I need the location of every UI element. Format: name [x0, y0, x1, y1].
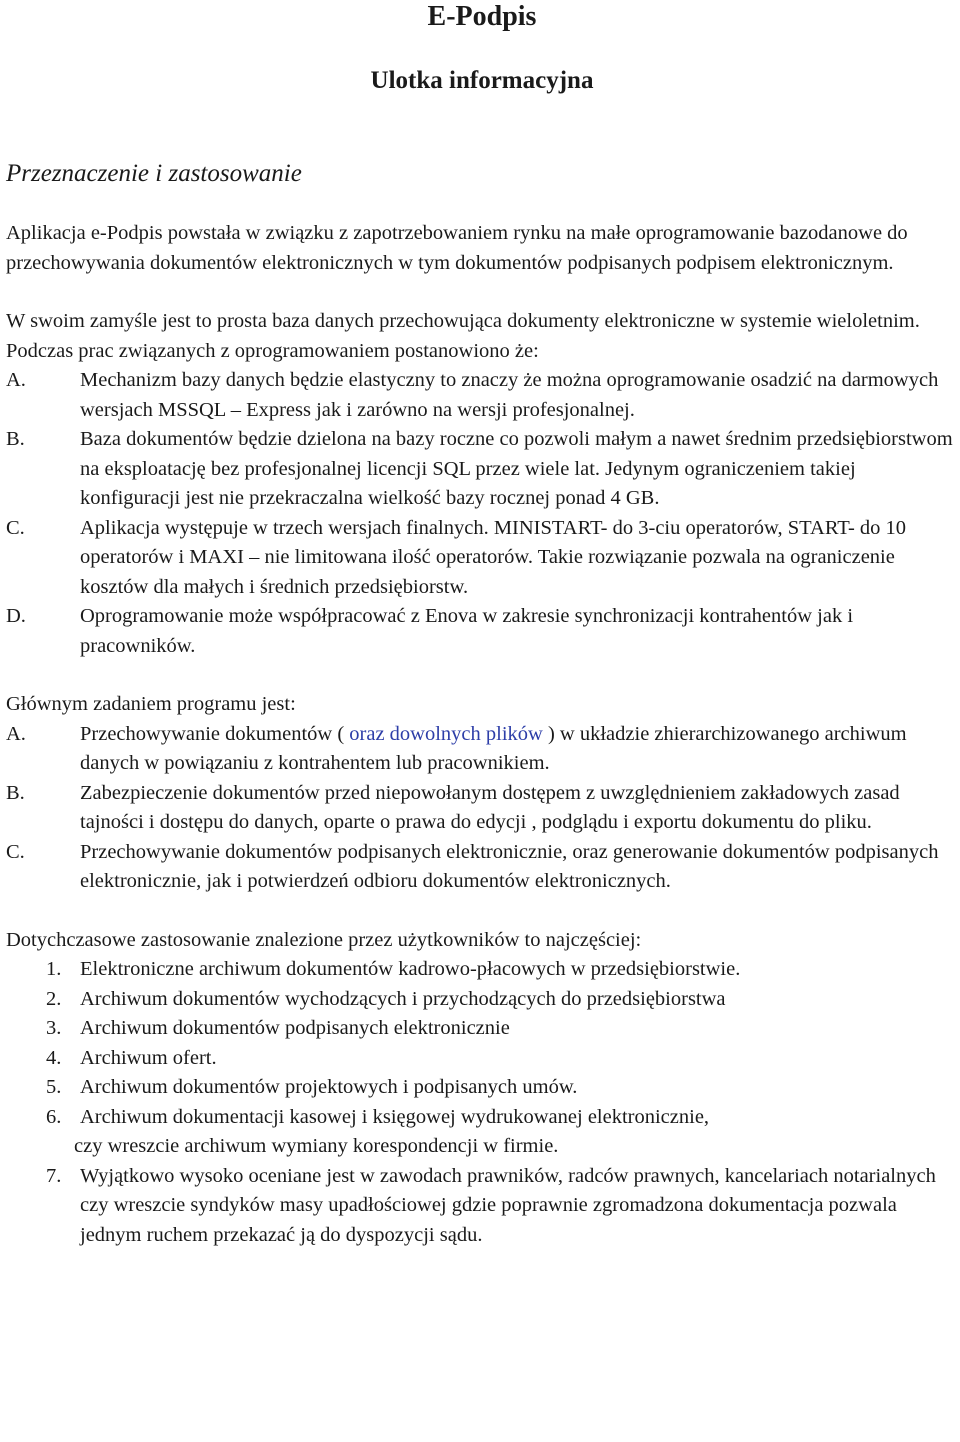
list-item	[6, 779, 960, 838]
assumptions-list	[6, 366, 960, 661]
list-item	[6, 985, 960, 1015]
list-text: Wyjątkowo wysoko oceniane jest w zawodach prawników, radców prawnych, kancelariach notarialnych czy wreszcie syndyków masy upadłościowej gdzie poprawnie zgromadzona dokumentacja pozwala jednym ruchem przekazać ją do dyspozycji sądu.	[80, 1164, 936, 1246]
list-text: Przechowywanie dokumentów podpisanych elektronicznie, oraz generowanie dokumentów podpisanych elektronicznie, jak i potwierdzeń odbioru dokumentów elektronicznych.	[80, 840, 939, 892]
list-text	[80, 720, 960, 779]
section-heading: Przeznaczenie i zastosowanie	[6, 160, 302, 187]
list-item	[6, 1103, 960, 1133]
list-item	[6, 838, 960, 897]
list-item	[6, 366, 960, 425]
list-text: Elektroniczne archiwum dokumentów kadrowo-płacowych w przedsiębiorstwie.	[80, 958, 741, 980]
list-text-part: Przechowywanie dokumentów (	[80, 722, 350, 745]
list-item	[6, 425, 960, 514]
usage-list	[6, 955, 960, 1250]
list-label: C.	[6, 840, 25, 863]
list-number: 7.	[46, 1164, 62, 1187]
list-number: 2.	[46, 987, 62, 1010]
list-text: Baza dokumentów będzie dzielona na bazy roczne co pozwoli małym a nawet średnim przedsiębiorstwom na eksploatację bez profesjonalnej licencji SQL przez wiele lat. Jedynym ograniczeniem takiej konfiguracji jest nie przekraczalna wielkość bazy rocznej ponad 4 GB.	[80, 428, 953, 509]
list-number: 6.	[46, 1105, 62, 1128]
list-text: Aplikacja występuje w trzech wersjach finalnych. MINISTART- do 3-ciu operatorów, START- do 10 operatorów i MAXI – nie limitowana ilość operatorów. Takie rozwiązanie pozwala na ograniczenie kosztów dla małych i średnich przedsiębiorstw.	[80, 516, 907, 598]
list-text: Mechanizm bazy danych będzie elastyczny to znaczy że można oprogramowanie osadzić na darmowych wersjach MSSQL – Express jak i zarówno na wersji profesjonalnej.	[80, 369, 939, 421]
highlight-text: oraz dowolnych plików	[349, 722, 543, 745]
list-label: C.	[6, 516, 25, 539]
document-subtitle: Ulotka informacyjna	[370, 67, 594, 94]
list-item	[6, 602, 960, 661]
list-label: B.	[6, 781, 25, 804]
list-item	[6, 720, 960, 779]
list-text: Archiwum ofert.	[80, 1046, 217, 1069]
list-text: Archiwum dokumentów podpisanych elektronicznie	[80, 1017, 510, 1039]
list-text-part: ) w układzie zhierarchizowanego archiwum danych w powiązaniu z kontrahentem lub pracownikiem.	[80, 722, 907, 774]
list-item	[6, 1073, 960, 1103]
list-number: 4.	[46, 1046, 62, 1069]
list-label: A.	[6, 722, 26, 745]
list-item	[6, 955, 960, 985]
document-body	[6, 219, 960, 1250]
assumptions-paragraph: W swoim zamyśle jest to prosta baza danych przechowująca dokumenty elektroniczne w systemie wieloletnim. Podczas prac związanych z oprogramowaniem postanowiono że:	[6, 310, 920, 362]
list-text: Archiwum dokumentacji kasowej i księgowej wydrukowanej elektronicznie,	[80, 1105, 710, 1128]
list-number: 3.	[46, 1017, 62, 1039]
intro-paragraph: Aplikacja e-Podpis powstała w związku z zapotrzebowaniem rynku na małe oprogramowanie bazodanowe do przechowywania dokumentów elektronicznych w tym dokumentów podpisanych podpisem elektronicznym.	[6, 222, 908, 274]
main-task-heading: Głównym zadaniem programu jest:	[6, 693, 296, 715]
list-item-continuation: czy wreszcie archiwum wymiany korespondencji w firmie.	[74, 1135, 559, 1157]
document-title: E-Podpis	[427, 1, 537, 32]
list-item	[6, 514, 960, 603]
list-text: Archiwum dokumentów projektowych i podpisanych umów.	[80, 1076, 578, 1098]
list-label: D.	[6, 605, 26, 627]
list-number: 5.	[46, 1076, 62, 1098]
list-text: Zabezpieczenie dokumentów przed niepowołanym dostępem z uwzględnieniem zakładowych zasad tajności i dostępu do danych, oparte o prawa do edycji , podglądu i exportu dokumentu do pliku.	[80, 781, 900, 833]
list-text: Archiwum dokumentów wychodzących i przychodzących do przedsiębiorstwa	[80, 987, 726, 1010]
usage-heading: Dotychczasowe zastosowanie znalezione przez użytkowników to najczęściej:	[6, 928, 642, 951]
list-label: A.	[6, 369, 26, 391]
list-item	[6, 1014, 960, 1044]
list-label: B.	[6, 428, 25, 450]
main-tasks-list	[6, 720, 960, 897]
list-item	[6, 1162, 960, 1251]
list-number: 1.	[46, 958, 62, 980]
list-text: Oprogramowanie może współpracować z Enova w zakresie synchronizacji kontrahentów jak i pracowników.	[80, 605, 854, 657]
list-item	[6, 1044, 960, 1074]
